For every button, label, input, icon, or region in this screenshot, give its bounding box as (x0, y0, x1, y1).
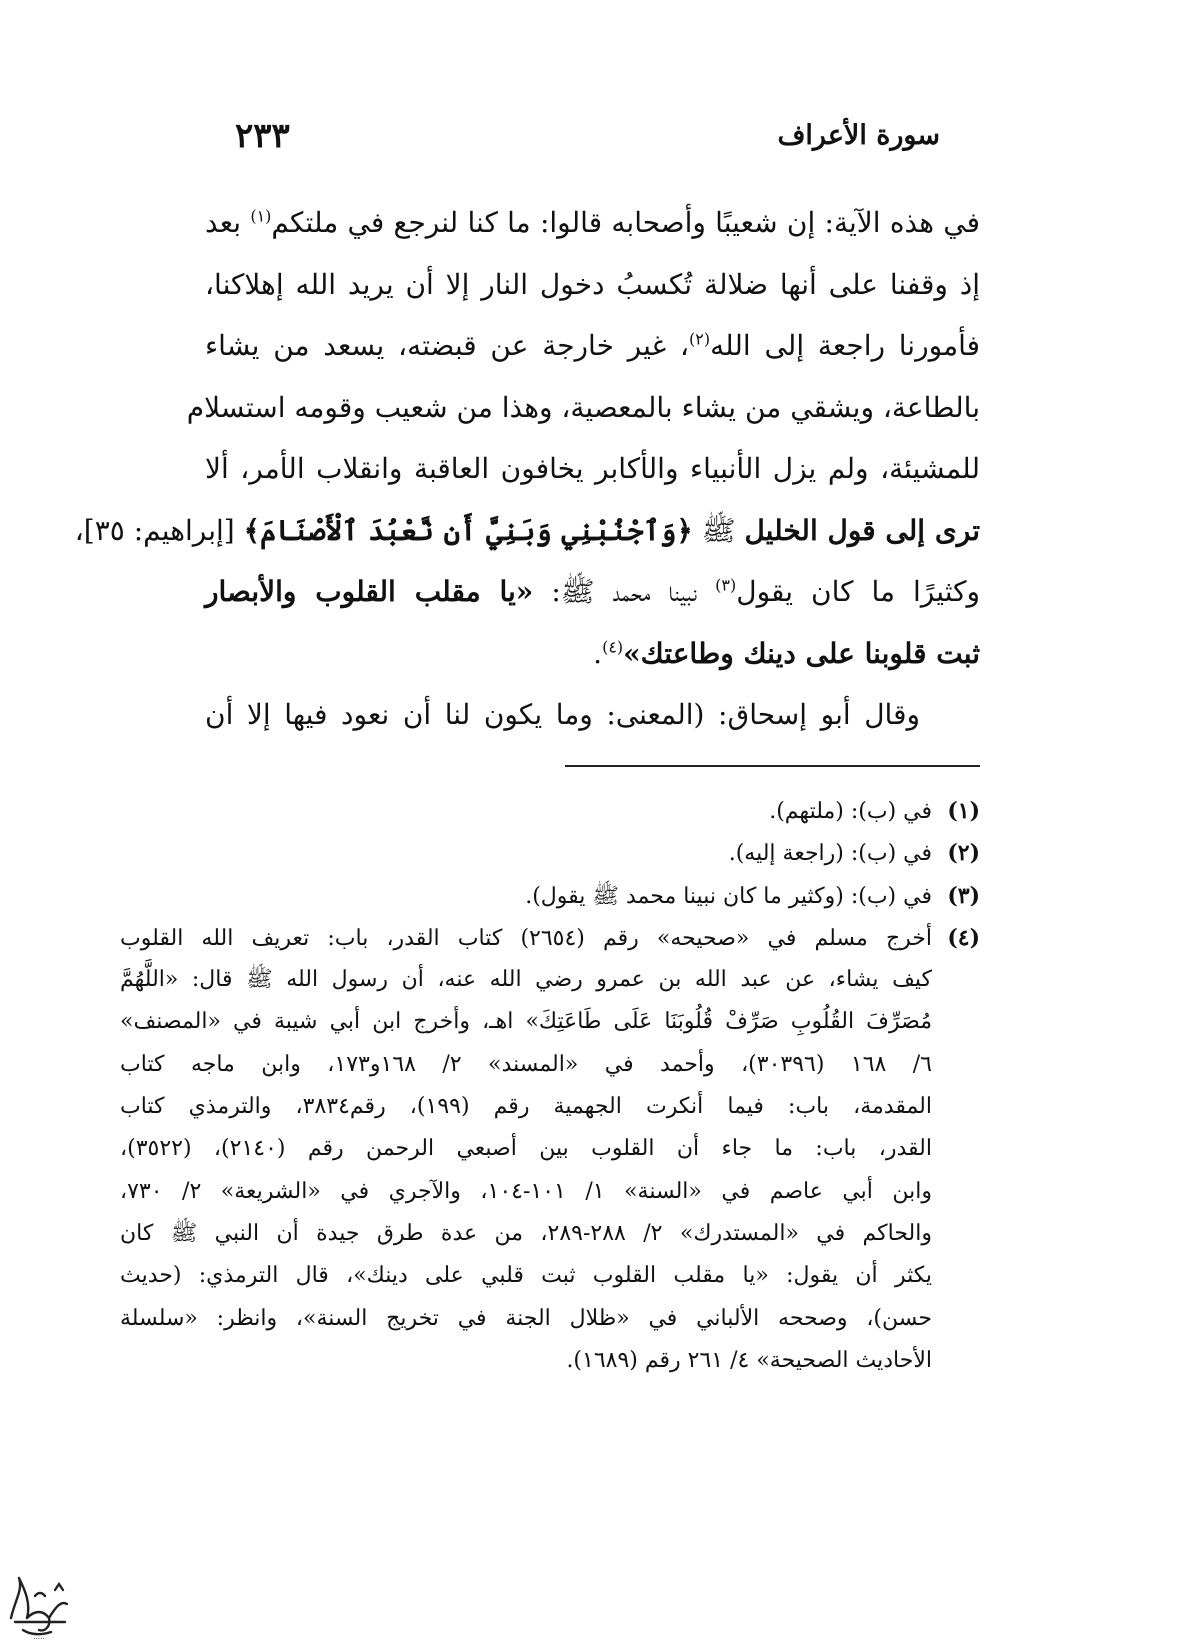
text-line-1: في هذه الآية: إن شعيبًا وأصحابه قالوا: ما كنا لنرجع في ملتكم$^{(١)}$ بعد (205, 206, 980, 239)
page-number: ٢٣٣ (235, 116, 290, 156)
footnote-4-line: حسن)، وصححه الألباني في «ظلال الجنة في تخريج السنة»، وانظر: «سلسلة (120, 1305, 932, 1331)
footnote-4-line: كيف يشاء، عن عبد الله بن عمرو رضي الله عنه، أن رسول الله ﷺ قال: «اللَّهُمَّ (120, 967, 932, 993)
footnote-2: (٢)في (ب): (راجعة إليه). (728, 840, 980, 867)
footnote-3: (٣)في (ب): (وكثير ما كان نبينا محمد ﷺ يقول). (525, 882, 980, 909)
footnote-ref: (٢) (689, 329, 711, 349)
svg-text:·····: ····· (33, 1635, 45, 1643)
surah-title: سورة الأعراف (777, 120, 940, 151)
text-line-8: ثبت قلوبنا على دينك وطاعتك»$^{(٤)}$. (593, 636, 980, 670)
pbuh-glyph: ﷺ (701, 513, 736, 547)
footnote-4-line: وابن أبي عاصم في «السنة» ١/ ١٠١-١٠٤، والآجري في «الشريعة» ٢/ ٧٣٠، (120, 1178, 933, 1204)
page-header (235, 112, 940, 172)
footnote-divider (565, 765, 980, 767)
footnote-4-line: الأحاديث الصحيحة» ٤/ ٢٦١ رقم (١٦٨٩). (566, 1347, 932, 1373)
main-text (74, 192, 980, 746)
text-line-9: وقال أبو إسحاق: (المعنى: وما يكون لنا أن نعود فيها إلا أن (205, 698, 920, 731)
quran-verse: ﴿وَٱجْنُبْنِي وَبَنِيَّ أَن نَّعْبُدَ ٱلْأَصْنَامَ﴾ (243, 513, 693, 547)
text-line-2: إذ وقفنا على أنها ضلالة تُكسبُ دخول النار إلا أن يريد الله إهلاكنا، (205, 267, 980, 301)
footnote-1: (١)في (ب): (ملتهم). (769, 798, 980, 824)
footnotes (120, 790, 980, 1382)
footnote-ref: (٣) (715, 575, 737, 595)
footnote-4-line: القدر، باب: ما جاء أن القلوب بين أصبعي الرحمن رقم (٢١٤٠)، (٣٥٢٢)، (120, 1136, 932, 1162)
footnote-ref: (١) (250, 206, 272, 226)
text-line-7: وكثيرًا ما كان يقول$^{(٣)}$ نبينا محمد ﷺ: «يا مقلب القلوب والأبصار (205, 575, 980, 608)
footnote-ref: (٤) (602, 637, 624, 657)
text-line-3: فأمورنا راجعة إلى الله$^{(٢)}$، غير خارجة عن قبضته، يسعد من يشاء (205, 329, 980, 362)
footnote-4-line: ٦/ ١٦٨ (٣٠٣٩٦)، وأحمد في «المسند» ٢/ ١٦٨و١٧٣، وابن ماجه كتاب (120, 1051, 932, 1077)
text-line-6: ترى إلى قول الخليل ﷺ ﴿وَٱجْنُبْنِي وَبَنِيَّ أَن نَّعْبُدَ ٱلْأَصْنَامَ﴾ [إبراهيم: ٣٥]، (74, 513, 980, 547)
footnote-4-line: مُصَرِّفَ القُلُوبِ صَرِّفْ قُلُوبَنَا عَلَى طَاعَتِكَ» اهـ، وأخرج ابن أبي شيبة في «المصنف» (120, 1009, 932, 1035)
text-line-4: بالطاعة، ويشقي من يشاء بالمعصية، وهذا من شعيب وقومه استسلام (186, 390, 980, 424)
footnote-4-line: المقدمة، باب: فيما أنكرت الجهمية رقم (١٩٩)، رقم٣٨٣٤، والترمذي كتاب (120, 1094, 932, 1120)
footnote-4-line: والحاكم في «المستدرك» ٢/ ٢٨٨-٢٨٩، من عدة طرق جيدة أن النبي ﷺ كان (120, 1220, 932, 1246)
hadith-quote: «يا مقلب القلوب والأبصار (205, 575, 534, 608)
text-line-5: للمشيئة، ولم يزل الأنبياء والأكابر يخافون العاقبة وانقلاب الأمر، ألا (205, 452, 980, 485)
publisher-logo-icon (5, 1560, 73, 1644)
footnote-4: (٤)أخرج مسلم في «صحيحه» رقم (٢٦٥٤) كتاب القدر، باب: تعريف الله القلوب (120, 924, 980, 951)
footnote-4-line: يكثر أن يقول: «يا مقلب القلوب ثبت قلبي على دينك»، قال الترمذي: (حديث (120, 1263, 932, 1289)
